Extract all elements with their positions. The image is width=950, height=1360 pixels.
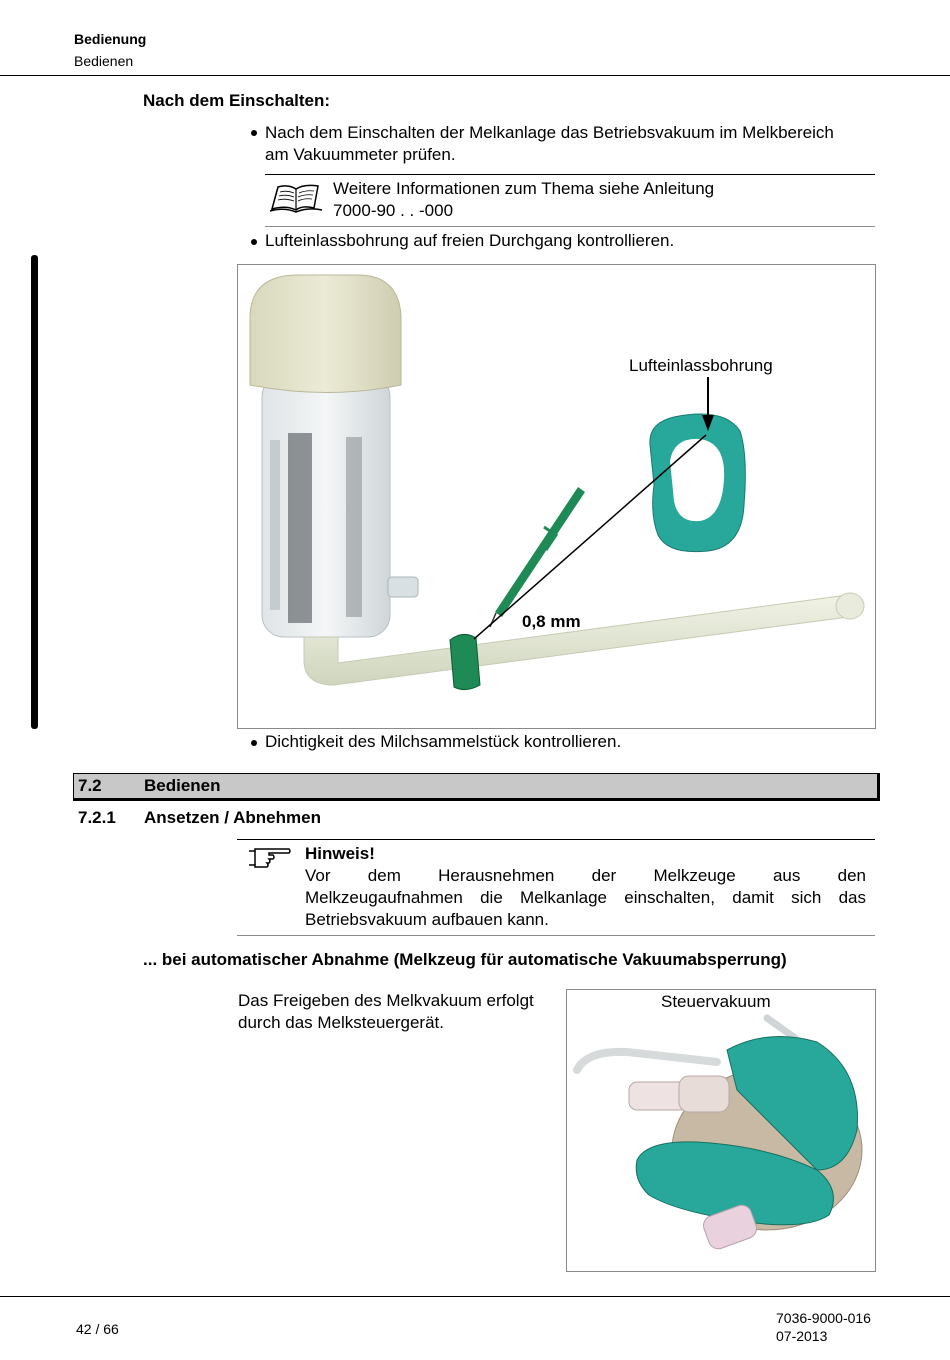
pointing-hand-icon: [247, 845, 291, 871]
label-hole-diameter: 0,8 mm: [522, 612, 581, 631]
note-title: Hinweis!: [305, 844, 375, 863]
figure-claw-pipe: [237, 264, 876, 729]
note-content: [305, 843, 866, 931]
document-number: 7036-9000-016: [776, 1310, 871, 1326]
bullet-icon: [251, 740, 257, 746]
bullet-vacuum-check: Nach dem Einschalten der Melkanlage das Betriebsvakuum im Melkbereich am Vakuummeter prüfen.: [265, 123, 834, 164]
bullet-icon: [251, 239, 257, 245]
document-date: 07-2013: [776, 1328, 828, 1344]
footer-rule: [0, 1296, 950, 1297]
bullet-tightness: Dichtigkeit des Milchsammelstück kontrollieren.: [265, 732, 622, 751]
note-line-3: Betriebsvakuum aufbauen kann.: [305, 910, 549, 929]
note-rule-top: [237, 839, 875, 840]
bullet-icon: [251, 130, 257, 136]
section-heading-after-start: Nach dem Einschalten:: [143, 91, 331, 110]
section-7-2-1-title: Ansetzen / Abnehmen: [144, 808, 321, 827]
section-7-2-1-number: 7.2.1: [78, 808, 116, 827]
info-text: Weitere Informationen zum Thema siehe Anleitung 7000-90 . . -000: [333, 179, 715, 220]
label-air-inlet-hole: Lufteinlassbohrung: [629, 356, 773, 375]
bullet-air-inlet: Lufteinlassbohrung auf freien Durchgang kontrollieren.: [265, 231, 675, 250]
section-7-2-number: 7.2: [78, 776, 102, 795]
auto-removal-text: Das Freigeben des Melkvakuum erfolgt durch das Melksteuergerät.: [238, 991, 534, 1032]
info-rule-bottom: [265, 226, 875, 227]
page-number: 42 / 66: [76, 1321, 119, 1337]
auto-removal-heading: ... bei automatischer Abnahme (Melkzeug für automatische Vakuumabsperrung): [143, 950, 787, 969]
change-bar: [31, 255, 38, 729]
note-rule-bottom: [237, 935, 875, 936]
claw-illustration: [238, 265, 875, 728]
note-line-1: Vor dem Herausnehmen der Melkzeuge aus den: [305, 866, 866, 885]
claw-valve-illustration: [567, 990, 875, 1271]
label-control-vacuum: Steuervakuum: [661, 992, 771, 1011]
header-title: Bedienung: [74, 31, 147, 47]
header-subtitle: Bedienen: [74, 53, 134, 69]
section-7-2-title: Bedienen: [144, 776, 221, 795]
header-rule: [0, 75, 950, 76]
note-line-2: Melkzeugaufnahmen die Melkanlage einschalten, damit sich das: [305, 888, 866, 907]
info-rule-top: [265, 174, 875, 175]
section-7-2-bar: [73, 773, 880, 801]
book-icon: [268, 181, 324, 213]
figure-claw-valve: [566, 989, 876, 1272]
